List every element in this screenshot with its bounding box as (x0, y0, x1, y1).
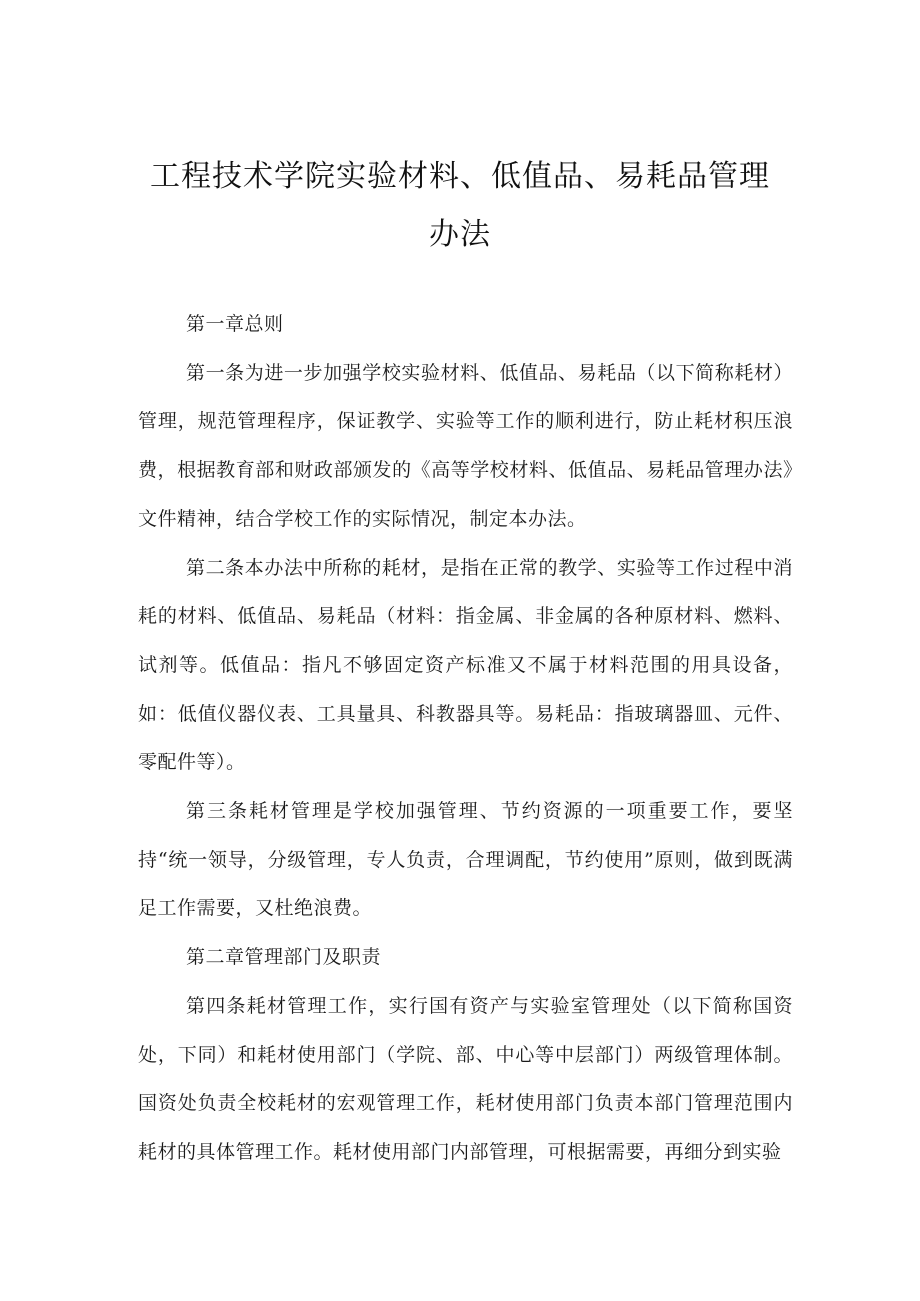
chapter-heading: 第一章总则 (186, 313, 284, 335)
document-title (120, 148, 800, 264)
article-paragraph: 第一条为进一步加强学校实验材料、低值品、易耗品（以下简称耗材）管理，规范管理程序，保证教学、实验等工作的顺利进行，防止耗材积压浪费，根据教育部和财政部颁发的《高等学校材料、低值品、易耗品管理办法》文件精神，结合学校工作的实际情况，制定本办法。 (138, 361, 793, 530)
title-line-1: 工程技术学院实验材料、低值品、易耗品管理 (150, 159, 770, 194)
document-body (138, 300, 793, 1177)
article-paragraph: 第三条耗材管理是学校加强管理、节约资源的一项重要工作，要坚持“统一领导，分级管理，专人负责，合理调配，节约使用”原则，做到既满足工作需要，又杜绝浪费。 (138, 800, 793, 920)
article-paragraph: 第二条本办法中所称的耗材，是指在正常的教学、实验等工作过程中消耗的材料、低值品、易耗品（材料：指金属、非金属的各种原材料、燃料、试剂等。低值品：指凡不够固定资产标准又不属于材料范围的用具设备，如：低值仪器仪表、工具量具、科教器具等。易耗品：指玻璃器皿、元件、零配件等）。 (138, 556, 793, 774)
chapter-heading: 第二章管理部门及职责 (186, 946, 382, 969)
title-line-2: 办法 (429, 217, 491, 252)
article-paragraph: 第四条耗材管理工作，实行国有资产与实验室管理处（以下简称国资处，下同）和耗材使用部门（学院、部、中心等中层部门）两级管理体制。国资处负责全校耗材的宏观管理工作，耗材使用部门负责本部门管理范围内耗材的具体管理工作。耗材使用部门内部管理，可根据需要，再细分到实验 (138, 994, 793, 1163)
